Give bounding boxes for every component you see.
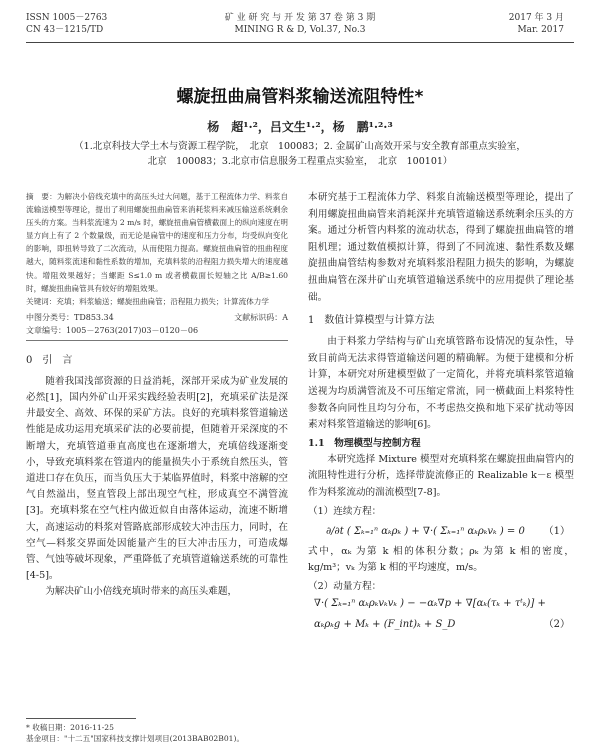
journal-issn: ISSN 1005－2763 CN 43－1215/TD xyxy=(26,13,108,35)
intro-paragraph-2: 为解决矿山小倍线充填时带来的高压头难题， xyxy=(45,586,238,598)
paper-authors: 杨 超¹·²，吕文生¹·²，杨 鹏¹·²·³ xyxy=(207,120,393,134)
intro-paragraph: 随着我国浅部资源的日益消耗，深部开采成为矿业发展的必然[1]，国内外矿山开采实践经验表明[2]，充填采矿法是深井最安全、高效、环保的采矿方法。良好的充填料浆管道输送性能是成功运用充填采矿法的必要前提，但随着开采深度的不断增大，充填管道垂直高度也在逐渐增大，充填倍线逐渐变小，导致充填料浆在管道内的能量损失小于系统自然压头，管道进口存在负压，而当负压大于某临界值时，料浆中溶解的空气自然溢出，竖直管段上部出现空气柱，形成真空不满管流[3]。充填料浆在空气柱内做近似自由落体运动，流速不断增大，高速运动的料浆对管路底部形成较大冲击压力，同时，在空气—料浆交界面处因能量产生的巨大冲击压力，可造成爆管、气蚀等破坏现象，严重降低了充填管道输送系统的可靠性[4-5]。 xyxy=(26,375,288,582)
classification: 中图分类号：TD853.34 文献标识码：A xyxy=(26,312,288,322)
footnote-rule xyxy=(26,718,136,719)
article-id: 文章编号：1005－2763(2017)03－0120－06 xyxy=(26,325,199,335)
momentum-eq-label: （2）动量方程： xyxy=(308,580,382,592)
momentum-equation-line2: αₖρₖg + Mₖ + (F_int)ₖ + S_D （2） xyxy=(314,618,570,630)
section-1-paragraph: 由于料浆力学结构与矿山充填管路布设情况的复杂性，导致目前尚无法求得管道输送问题的精确解。为便于建模和分析计算，本研究对所建模型做了一定简化，并将充填料浆管道输送视为均质满管流及不可压缩定常流，同一横截面上料浆特性参数各向同性且均匀分布，不考虑热交换和地下采矿扰动等因素对料浆管道输送的影响[6]。 xyxy=(308,336,574,431)
footnote: * 收稿日期：2016-11-25 基金项目："十二五"国家科技支撑计划项目(2013BAB02B01)。 xyxy=(26,723,245,743)
header-rule xyxy=(26,42,574,43)
continuity-eq-explanation: 式中，αₖ 为第 k 相的体积分数；ρₖ 为第 k 相的密度，kg/m³；vₖ 为第 k 相的平均速度，m/s。 xyxy=(308,545,574,574)
momentum-equation-line1: ∇·( Σₖ₌₁ⁿ αₖρₖvₖvₖ ) − −αₖ∇p + ∇[αₖ(τₖ + τᵗₖ)] + xyxy=(314,597,546,609)
affiliations: （1.北京科技大学土木与资源工程学院， 北京 100083；2. 金属矿山高效开采与安全教育部重点实验室， 北京 100083；3.北京市信息服务工程重点实验室， 北京 100101） xyxy=(74,141,526,167)
abstract: 摘 要：为解决小倍线充填中的高压头过大问题，基于工程流体力学、料浆自流输送模型等理论，提出了利用螺旋扭曲扁管来消耗浆料来减压输送系统剩余压头的方案。当料浆流速为 2 m/s 时，螺旋扭曲扁管横截面上的纵向速度在明显方向上有了 2 个数量级，而无论是扁管中的速度和压力分布，均受纵向变化的影响，即扭转导致了二次流动，从而使阻力提高。螺旋扭曲扁管的扭曲程度越大，随料浆流速和黏性系数的增加，充填料浆的沿程阻力损失增大的速度越快。增阻效果越好；当螺距 S≤1.0 m 或者横截面长短轴之比 A/B≥1.60 时，螺旋扭曲扁管具有较好的增阻效果。 xyxy=(26,192,288,293)
right-column xyxy=(308,190,574,637)
journal-name: 矿 业 研 究 与 开 发 第 37 卷 第 3 期 MINING R & D, Vol.37, No.3 xyxy=(224,13,376,35)
continuity-equation: ∂/∂t ( Σₖ₌₁ⁿ αₖρₖ ) + ∇·( Σₖ₌₁ⁿ αₖρₖvₖ ) = 0 （1） xyxy=(326,525,570,537)
keywords: 关键词：充填；料浆输送；螺旋扭曲扁管；沿程阻力损失；计算流体力学 xyxy=(26,296,269,306)
abstract-rule xyxy=(26,340,288,341)
paper-title: 螺旋扭曲扁管料浆输送流阻特性* xyxy=(176,87,424,107)
section-1-1-paragraph: 本研究选择 Mixture 模型对充填料浆在螺旋扭曲扁管内的流阻特性进行分析，选择带旋流修正的 Realizable k－ε 模型作为料浆流动的湍流模型[7-8]。 xyxy=(308,453,574,498)
section-1-1-heading: 1.1 物理模型与控制方程 xyxy=(308,437,421,449)
left-column xyxy=(26,190,288,601)
section-1-heading: 1 数值计算模型与计算方法 xyxy=(308,315,435,327)
journal-date: 2017 年 3 月 Mar. 2017 xyxy=(508,13,564,35)
section-intro-heading: 0 引 言 xyxy=(26,354,73,366)
intro-continued: 本研究基于工程流体力学、料浆自流输送模型等理论，提出了利用螺旋扭曲扁管来消耗深井充填管道输送系统剩余压头的方案。通过分析管内料浆的流动状态，得到了螺旋扭曲扁管的增阻机理；通过数值模拟计算，得到了不同流速、黏性系数及螺旋扭曲扁管结构参数对充填料浆沿程阻力损失的影响，为螺旋扭曲扁管在深井矿山充填管道输送系统中的应用提供了理论基础。 xyxy=(308,192,574,303)
continuity-eq-label: （1）连续方程： xyxy=(308,505,382,517)
